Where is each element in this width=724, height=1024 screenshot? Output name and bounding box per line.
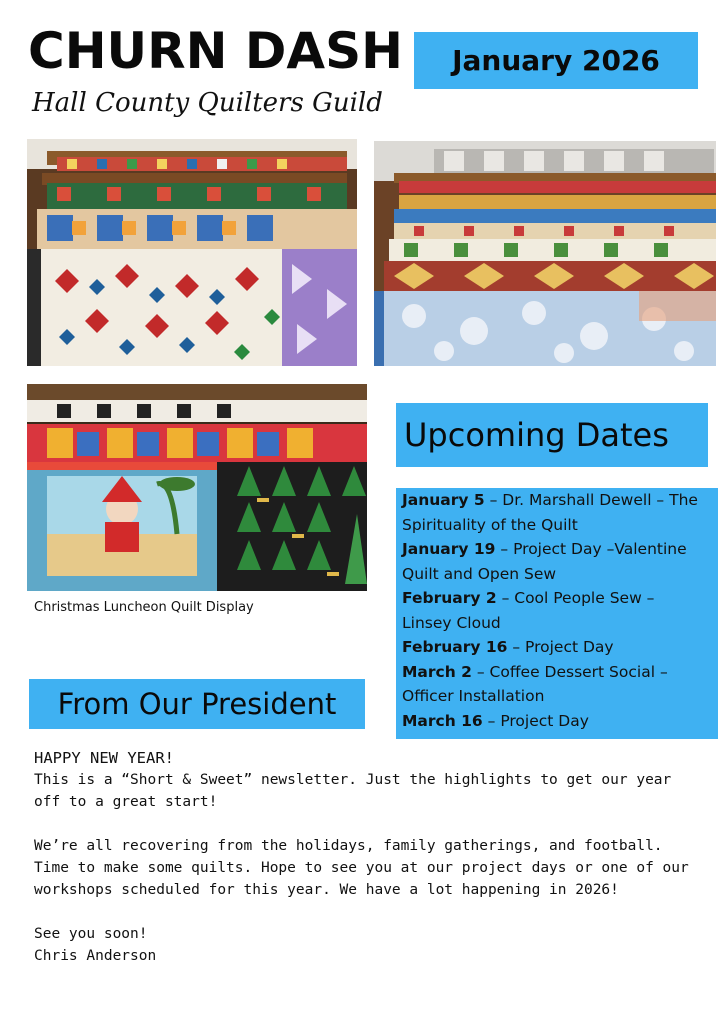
event-item [402,586,708,635]
event-date: March 16 [402,711,483,730]
newsletter-title: CHURN DASH [28,22,403,80]
event-description: – Project Day [507,638,614,656]
quilt-photo-pews-left [27,139,357,366]
event-description: – Coffee Dessert Social – Officer Installation [402,662,668,705]
letter-paragraph: This is a “Short & Sweet” newsletter. Just the highlights to get our year off to a great start! [34,772,672,810]
guild-name: Hall County Quilters Guild [32,88,383,118]
event-date: January 19 [402,540,496,558]
event-date: January 5 [402,491,485,509]
event-item [402,709,708,734]
upcoming-dates-heading-box [396,403,708,467]
issue-date-banner [414,32,698,89]
christmas-quilt-display-photo [27,384,367,591]
issue-date: January 2026 [452,44,660,77]
event-description: – Cool People Sew – Linsey Cloud [402,589,655,632]
event-item [402,635,708,660]
upcoming-dates-heading: Upcoming Dates [404,416,669,454]
president-heading-box [29,679,365,729]
event-description: – Project Day –Valentine Quilt and Open Sew [402,540,687,583]
president-letter [34,747,694,967]
letter-greeting: HAPPY NEW YEAR! [34,749,174,767]
event-description: – Project Day [482,711,589,730]
event-item [402,660,708,709]
event-date: February 16 [402,638,508,656]
photo-caption: Christmas Luncheon Quilt Display [34,600,254,615]
letter-signature: Chris Anderson [34,948,157,964]
event-item [402,537,708,586]
event-item [402,488,708,537]
event-date: March 2 [402,662,472,681]
event-date: February 2 [402,589,497,607]
president-heading: From Our President [57,687,337,721]
quilt-photo-pews-right [374,141,716,366]
upcoming-dates-list [396,488,718,739]
event-description: – Dr. Marshall Dewell – The Spirituality of the Quilt [402,491,698,534]
letter-paragraph: We’re all recovering from the holidays, family gatherings, and football. Time to make some quilts. Hope to see you at our project days or one of our workshops scheduled for this year. We have a lot happening in 2026! [34,838,689,898]
letter-closing: See you soon! [34,926,148,942]
